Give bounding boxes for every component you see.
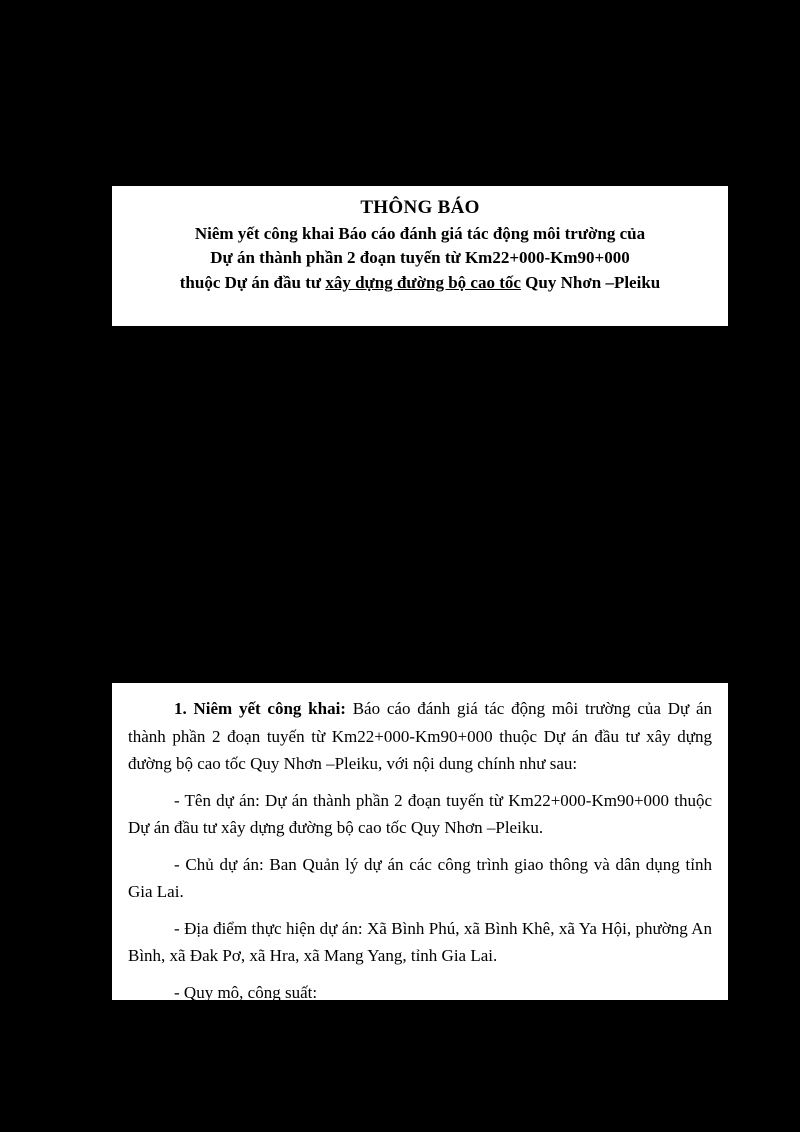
- document-subtitle-line-1: Niêm yết công khai Báo cáo đánh giá tác động môi trường của: [194, 223, 646, 243]
- document-title-block: [112, 186, 728, 326]
- paragraph-1-lead: 1. Niêm yết công khai:: [174, 699, 346, 718]
- paragraph-1: [128, 695, 712, 778]
- subtitle-segment-prefix: thuộc Dự án đầu tư: [179, 273, 326, 293]
- paragraph-2: - Tên dự án: Dự án thành phần 2 đoạn tuyến từ Km22+000-Km90+000 thuộc Dự án đầu tư xây dựng đường bộ cao tốc Quy Nhơn –Pleiku.: [128, 790, 712, 838]
- page-title: THÔNG BÁO: [360, 197, 480, 218]
- document-subtitle-line-2: Dự án thành phần 2 đoạn tuyến từ Km22+000-Km90+000: [210, 248, 630, 268]
- paragraph-6: + Phần đường:: [174, 1019, 275, 1039]
- document-subtitle-line-3: [130, 271, 710, 296]
- paragraph-5: - Quy mô, công suất:: [174, 982, 318, 1002]
- paragraph-3: - Chủ dự án: Ban Quản lý dự án các công trình giao thông và dân dụng tỉnh Gia Lai.: [128, 854, 712, 902]
- paragraph-1-text: Báo cáo đánh giá tác động môi trường của Dự án thành phần 2 đoạn tuyến từ Km22+000-Km90+000 thuộc Dự án đầu tư xây dựng đường bộ cao tốc Quy Nhơn –Pleiku, với nội dung chính như sau:: [128, 699, 712, 774]
- subtitle-underlined-segment: xây dựng đường bộ cao tốc: [325, 273, 521, 293]
- subtitle-segment-suffix: Quy Nhơn –Pleiku: [520, 273, 661, 293]
- document-body-block: [112, 683, 728, 1039]
- paragraph-4: - Địa điểm thực hiện dự án: Xã Bình Phú, xã Bình Khê, xã Ya Hội, phường An Bình, xã Đak Pơ, xã Hra, xã Mang Yang, tỉnh Gia Lai.: [128, 918, 712, 966]
